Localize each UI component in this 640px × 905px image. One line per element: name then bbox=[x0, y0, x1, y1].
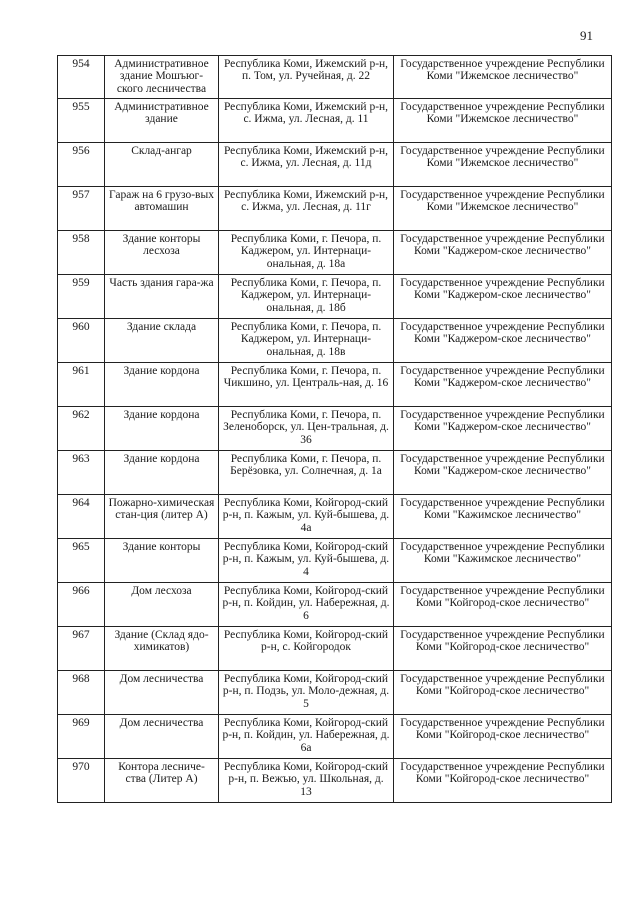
page-number: 91 bbox=[580, 28, 593, 43]
table-row bbox=[58, 99, 612, 143]
table-row bbox=[58, 715, 612, 759]
object-name-cell: Здание конторы лесхоза bbox=[105, 231, 219, 275]
table-row bbox=[58, 759, 612, 803]
row-number-cell: 958 bbox=[58, 231, 105, 275]
object-name-cell: Дом лесхоза bbox=[105, 583, 219, 627]
row-number-cell: 968 bbox=[58, 671, 105, 715]
rights-holder-cell: Государственное учреждение Республики Коми "Ижемское лесничество" bbox=[394, 56, 612, 99]
address-cell: Республика Коми, г. Печора, п. Каджером, ул. Интернаци-ональная, д. 18а bbox=[219, 231, 394, 275]
rights-holder-cell: Государственное учреждение Республики Коми "Койгород-ское лесничество" bbox=[394, 627, 612, 671]
object-name-cell: Здание склада bbox=[105, 319, 219, 363]
registry-body bbox=[58, 56, 612, 803]
rights-holder-cell: Государственное учреждение Республики Коми "Ижемское лесничество" bbox=[394, 143, 612, 187]
address-cell: Республика Коми, Койгород-ский р-н, п. Кажым, ул. Куй-бышева, д. 4а bbox=[219, 495, 394, 539]
address-cell: Республика Коми, Койгород-ский р-н, п. Койдин, ул. Набережная, д. 6 bbox=[219, 583, 394, 627]
row-number-cell: 959 bbox=[58, 275, 105, 319]
object-name-cell: Пожарно-химическая стан-ция (литер А) bbox=[105, 495, 219, 539]
rights-holder-cell: Государственное учреждение Республики Коми "Каджером-ское лесничество" bbox=[394, 231, 612, 275]
table-row bbox=[58, 187, 612, 231]
row-number-cell: 961 bbox=[58, 363, 105, 407]
property-registry-table bbox=[57, 55, 612, 803]
table-row bbox=[58, 56, 612, 99]
object-name-cell: Здание кордона bbox=[105, 363, 219, 407]
rights-holder-cell: Государственное учреждение Республики Коми "Койгород-ское лесничество" bbox=[394, 715, 612, 759]
address-cell: Республика Коми, Койгород-ский р-н, п. Вежъю, ул. Школьная, д. 13 bbox=[219, 759, 394, 803]
rights-holder-cell: Государственное учреждение Республики Коми "Каджером-ское лесничество" bbox=[394, 451, 612, 495]
row-number-cell: 956 bbox=[58, 143, 105, 187]
row-number-cell: 962 bbox=[58, 407, 105, 451]
table-row bbox=[58, 671, 612, 715]
row-number-cell: 964 bbox=[58, 495, 105, 539]
object-name-cell: Административное здание Мошъюг-ского лесничества bbox=[105, 56, 219, 99]
object-name-cell: Здание конторы bbox=[105, 539, 219, 583]
row-number-cell: 963 bbox=[58, 451, 105, 495]
rights-holder-cell: Государственное учреждение Республики Коми "Каджером-ское лесничество" bbox=[394, 407, 612, 451]
table-row bbox=[58, 319, 612, 363]
address-cell: Республика Коми, г. Печора, п. Чикшино, ул. Централь-ная, д. 16 bbox=[219, 363, 394, 407]
row-number-cell: 957 bbox=[58, 187, 105, 231]
row-number-cell: 967 bbox=[58, 627, 105, 671]
table-row bbox=[58, 451, 612, 495]
object-name-cell: Административное здание bbox=[105, 99, 219, 143]
row-number-cell: 954 bbox=[58, 56, 105, 99]
table-row bbox=[58, 363, 612, 407]
object-name-cell: Дом лесничества bbox=[105, 671, 219, 715]
object-name-cell: Здание (Склад ядо-химикатов) bbox=[105, 627, 219, 671]
address-cell: Республика Коми, Ижемский р-н, с. Ижма, ул. Лесная, д. 11 bbox=[219, 99, 394, 143]
rights-holder-cell: Государственное учреждение Республики Коми "Койгород-ское лесничество" bbox=[394, 583, 612, 627]
rights-holder-cell: Государственное учреждение Республики Коми "Каджером-ское лесничество" bbox=[394, 363, 612, 407]
address-cell: Республика Коми, Ижемский р-н, с. Ижма, ул. Лесная, д. 11д bbox=[219, 143, 394, 187]
table-row bbox=[58, 275, 612, 319]
object-name-cell: Склад-ангар bbox=[105, 143, 219, 187]
rights-holder-cell: Государственное учреждение Республики Коми "Каджером-ское лесничество" bbox=[394, 319, 612, 363]
address-cell: Республика Коми, г. Печора, п. Каджером, ул. Интернаци-ональная, д. 18в bbox=[219, 319, 394, 363]
table-row bbox=[58, 583, 612, 627]
address-cell: Республика Коми, Ижемский р-н, п. Том, ул. Ручейная, д. 22 bbox=[219, 56, 394, 99]
table-row bbox=[58, 539, 612, 583]
table-row bbox=[58, 143, 612, 187]
address-cell: Республика Коми, Койгород-ский р-н, п. Подзь, ул. Моло-дежная, д. 5 bbox=[219, 671, 394, 715]
object-name-cell: Здание кордона bbox=[105, 407, 219, 451]
rights-holder-cell: Государственное учреждение Республики Коми "Кажимское лесничество" bbox=[394, 495, 612, 539]
table-row bbox=[58, 495, 612, 539]
table-row bbox=[58, 231, 612, 275]
address-cell: Республика Коми, Ижемский р-н, с. Ижма, ул. Лесная, д. 11г bbox=[219, 187, 394, 231]
rights-holder-cell: Государственное учреждение Республики Коми "Койгород-ское лесничество" bbox=[394, 671, 612, 715]
object-name-cell: Часть здания гара-жа bbox=[105, 275, 219, 319]
object-name-cell: Здание кордона bbox=[105, 451, 219, 495]
row-number-cell: 960 bbox=[58, 319, 105, 363]
object-name-cell: Дом лесничества bbox=[105, 715, 219, 759]
row-number-cell: 966 bbox=[58, 583, 105, 627]
address-cell: Республика Коми, г. Печора, п. Каджером, ул. Интернаци-ональная, д. 18б bbox=[219, 275, 394, 319]
row-number-cell: 970 bbox=[58, 759, 105, 803]
rights-holder-cell: Государственное учреждение Республики Коми "Ижемское лесничество" bbox=[394, 99, 612, 143]
address-cell: Республика Коми, Койгород-ский р-н, с. Койгородок bbox=[219, 627, 394, 671]
address-cell: Республика Коми, Койгород-ский р-н, п. Кажым, ул. Куй-бышева, д. 4 bbox=[219, 539, 394, 583]
address-cell: Республика Коми, Койгород-ский р-н, п. Койдин, ул. Набережная, д. 6а bbox=[219, 715, 394, 759]
rights-holder-cell: Государственное учреждение Республики Коми "Кажимское лесничество" bbox=[394, 539, 612, 583]
row-number-cell: 965 bbox=[58, 539, 105, 583]
object-name-cell: Контора лесниче-ства (Литер А) bbox=[105, 759, 219, 803]
address-cell: Республика Коми, г. Печора, п. Зеленоборск, ул. Цен-тральная, д. 36 bbox=[219, 407, 394, 451]
object-name-cell: Гараж на 6 грузо-вых автомашин bbox=[105, 187, 219, 231]
address-cell: Республика Коми, г. Печора, п. Берёзовка, ул. Солнечная, д. 1а bbox=[219, 451, 394, 495]
table-row bbox=[58, 627, 612, 671]
row-number-cell: 955 bbox=[58, 99, 105, 143]
table-row bbox=[58, 407, 612, 451]
rights-holder-cell: Государственное учреждение Республики Коми "Каджером-ское лесничество" bbox=[394, 275, 612, 319]
row-number-cell: 969 bbox=[58, 715, 105, 759]
rights-holder-cell: Государственное учреждение Республики Коми "Койгород-ское лесничество" bbox=[394, 759, 612, 803]
rights-holder-cell: Государственное учреждение Республики Коми "Ижемское лесничество" bbox=[394, 187, 612, 231]
